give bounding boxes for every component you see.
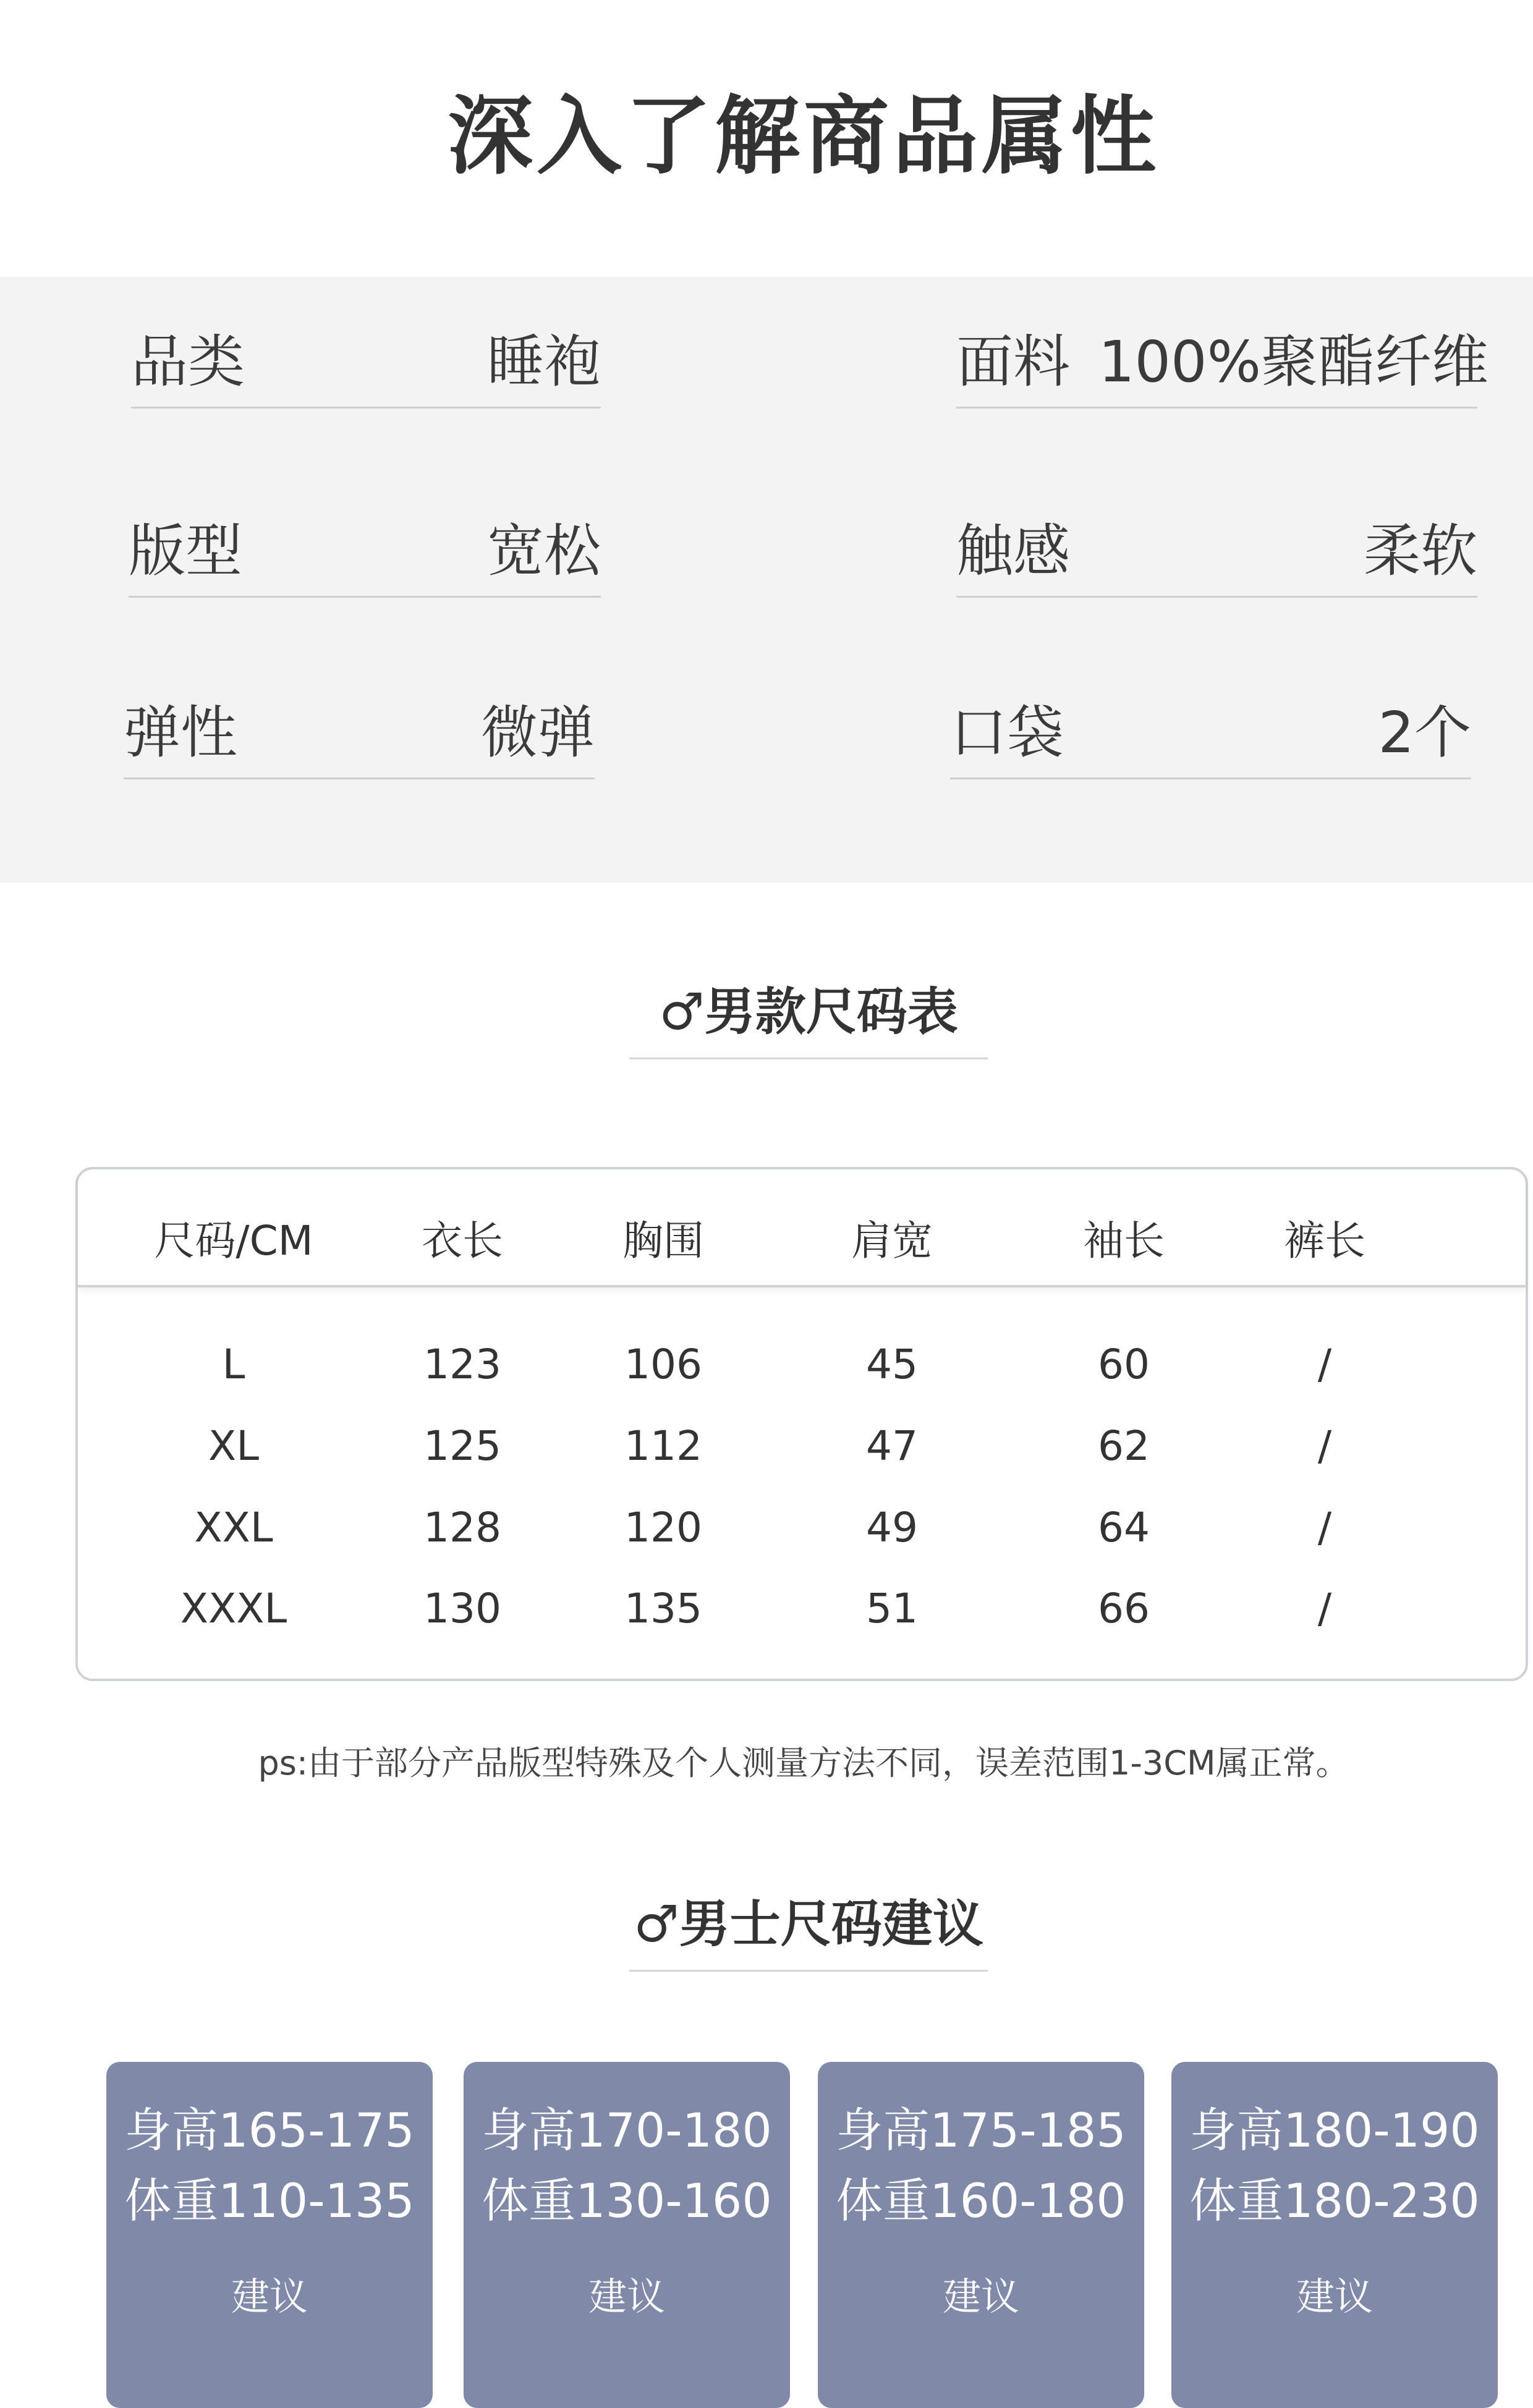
cell-sleeve: 64 — [1098, 1504, 1150, 1551]
size-chart-note: ps:由于部分产品版型特殊及个人测量方法不同，误差范围1-3CM属正常。 — [258, 1744, 1349, 1783]
cell-chest: 120 — [624, 1504, 702, 1551]
cell-length: 128 — [423, 1504, 501, 1551]
cell-shoulder: 47 — [866, 1422, 918, 1470]
advice-label: 建议 — [231, 2274, 308, 2319]
attribute-value: 2个 — [1378, 700, 1471, 766]
cell-pants: / — [1317, 1504, 1332, 1551]
cell-pants: / — [1317, 1422, 1332, 1470]
cell-sleeve: 66 — [1098, 1585, 1150, 1632]
cell-shoulder: 45 — [866, 1341, 918, 1388]
attribute-label: 口袋 — [950, 700, 1064, 766]
cell-chest: 106 — [624, 1341, 702, 1388]
attribute-value: 宽松 — [486, 518, 601, 584]
advice-label: 建议 — [588, 2274, 665, 2319]
advice-card[interactable] — [464, 2062, 790, 2408]
advice-card[interactable] — [106, 2062, 433, 2408]
attribute-value: 睡袍 — [486, 329, 601, 395]
attribute-category — [131, 329, 601, 409]
cell-pants: / — [1317, 1341, 1332, 1388]
header-sleeve: 袖长 — [1083, 1217, 1165, 1265]
attribute-label: 品类 — [131, 329, 245, 395]
advice-height: 身高165-175 — [124, 2103, 415, 2158]
size-advice-title: ♂男士尺码建议 — [629, 1884, 988, 1972]
header-shoulder: 肩宽 — [851, 1217, 933, 1265]
header-length: 衣长 — [422, 1217, 503, 1265]
advice-weight: 体重110-135 — [124, 2173, 415, 2228]
advice-height: 身高175-185 — [836, 2103, 1126, 2158]
cell-length: 130 — [423, 1585, 501, 1632]
attribute-value: 柔软 — [1363, 518, 1477, 584]
attribute-fabric — [956, 329, 1488, 409]
cell-size: XXL — [194, 1504, 273, 1551]
advice-weight: 体重180-230 — [1189, 2173, 1480, 2228]
cell-length: 125 — [423, 1422, 501, 1470]
page-title: 深入了解商品属性 — [447, 87, 1160, 186]
cell-length: 123 — [423, 1341, 501, 1388]
cell-shoulder: 51 — [866, 1585, 918, 1632]
attribute-value: 微弹 — [480, 700, 595, 766]
advice-label: 建议 — [942, 2274, 1019, 2319]
header-pants: 裤长 — [1284, 1217, 1365, 1265]
cell-sleeve: 60 — [1098, 1341, 1150, 1388]
header-size: 尺码/CM — [154, 1217, 313, 1265]
advice-weight: 体重160-180 — [836, 2173, 1126, 2228]
advice-card[interactable] — [818, 2062, 1144, 2408]
attribute-value: 100%聚酯纤维 — [1098, 329, 1488, 395]
attribute-label: 面料 — [956, 329, 1071, 395]
header-chest: 胸围 — [622, 1217, 704, 1265]
size-table — [75, 1167, 1528, 1681]
cell-size: XL — [208, 1422, 259, 1470]
advice-weight: 体重130-160 — [482, 2173, 772, 2228]
advice-height: 身高170-180 — [482, 2103, 772, 2158]
cell-shoulder: 49 — [866, 1504, 918, 1551]
attribute-label: 版型 — [129, 518, 243, 584]
cell-pants: / — [1317, 1585, 1332, 1632]
cell-size: L — [222, 1341, 245, 1388]
attribute-pocket — [950, 700, 1471, 779]
attribute-label: 触感 — [956, 518, 1071, 584]
attribute-panel — [0, 277, 1533, 883]
attribute-touch — [956, 518, 1477, 598]
advice-height: 身高180-190 — [1189, 2103, 1480, 2158]
attribute-elasticity — [124, 700, 595, 779]
cell-size: XXXL — [180, 1585, 287, 1632]
cell-sleeve: 62 — [1098, 1422, 1150, 1470]
attribute-label: 弹性 — [124, 700, 238, 766]
advice-label: 建议 — [1296, 2274, 1373, 2319]
advice-card[interactable] — [1171, 2062, 1498, 2408]
cell-chest: 135 — [624, 1585, 702, 1632]
size-chart-title: ♂男款尺码表 — [629, 972, 988, 1059]
table-header — [78, 1169, 1526, 1287]
attribute-fit — [129, 518, 601, 598]
cell-chest: 112 — [624, 1422, 702, 1470]
